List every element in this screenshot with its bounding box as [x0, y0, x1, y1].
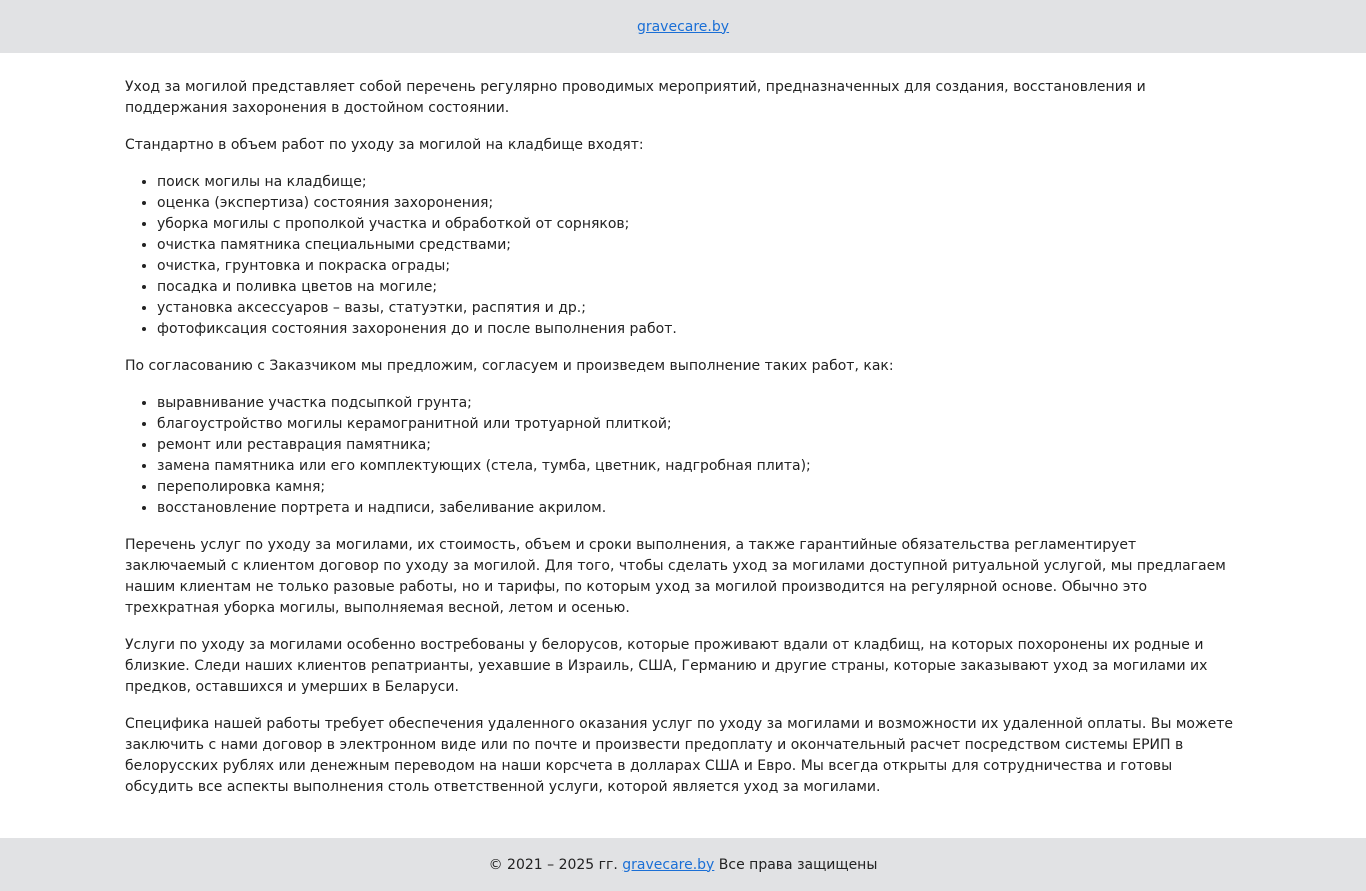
list-item: • оценка (экспертиза) состояния захоронения;	[157, 193, 1241, 214]
main-content	[125, 53, 1241, 814]
list-item: • восстановление портрета и надписи, забеливание акрилом.	[157, 498, 1241, 519]
list-item: • очистка памятника специальными средствами;	[157, 235, 1241, 256]
specifics-paragraph: Специфика нашей работы требует обеспечения удаленного оказания услуг по уходу за могилами и возможности их удаленной оплаты. Вы можете заключить с нами договор в электронном виде или по почте и произвести предоплату и окончательный расчет посредством системы ЕРИП в белорусских рублях или денежным переводом на наши корсчета в долларах США и Евро. Мы всегда открыты для сотрудничества и готовы обсудить все аспекты выполнения столь ответственной услуги, которой является уход за могилами.	[125, 716, 1233, 795]
header-site-link[interactable]: gravecare.by	[636, 18, 730, 35]
list-item: • посадка и поливка цветов на могиле;	[157, 277, 1241, 298]
list-item: • переполировка камня;	[157, 477, 1241, 498]
list-item: • поиск могилы на кладбище;	[157, 172, 1241, 193]
list-item: • выравнивание участка подсыпкой грунта;	[157, 393, 1241, 414]
agreement-works-intro: По согласованию с Заказчиком мы предложим, согласуем и произведем выполнение таких работ, как:	[125, 358, 894, 374]
footer-rights: Все права защищены	[714, 856, 878, 873]
standard-works-list	[125, 172, 1241, 340]
agreement-works-list	[125, 393, 1241, 519]
list-item: • замена памятника или его комплектующих (стела, тумба, цветник, надгробная плита);	[157, 456, 1241, 477]
demand-paragraph: Услуги по уходу за могилами особенно востребованы у белорусов, которые проживают вдали от кладбищ, на которых похоронены их родные и близкие. Следи наших клиентов репатрианты, уехавшие в Израиль, США, Германию и другие страны, которые заказывают уход за могилами их предков, оставшихся и умерших в Беларуси.	[125, 637, 1208, 695]
standard-works-intro: Стандартно в объем работ по уходу за могилой на кладбище входят:	[125, 137, 644, 153]
list-item: • уборка могилы с прополкой участка и обработкой от сорняков;	[157, 214, 1241, 235]
footer-site-link[interactable]: gravecare.by	[622, 856, 715, 873]
list-item: • ремонт или реставрация памятника;	[157, 435, 1241, 456]
intro-paragraph: Уход за могилой представляет собой перечень регулярно проводимых мероприятий, предназначенных для создания, восстановления и поддержания захоронения в достойном состоянии.	[125, 79, 1146, 116]
list-item: • благоустройство могилы керамогранитной или тротуарной плиткой;	[157, 414, 1241, 435]
site-header	[0, 0, 1366, 53]
footer-copyright: © 2021 – 2025 гг.	[488, 856, 623, 873]
list-item: • очистка, грунтовка и покраска ограды;	[157, 256, 1241, 277]
contract-paragraph: Перечень услуг по уходу за могилами, их стоимость, объем и сроки выполнения, а также гарантийные обязательства регламентирует заключаемый с клиентом договор по уходу за могилой. Для того, чтобы сделать уход за могилами доступной ритуальной услугой, мы предлагаем нашим клиентам не только разовые работы, но и тарифы, по которым уход за могилой производится на регулярной основе. Обычно это трехкратная уборка могилы, выполняемая весной, летом и осенью.	[125, 537, 1226, 616]
site-footer	[0, 838, 1366, 891]
list-item: • установка аксессуаров – вазы, статуэтки, распятия и др.;	[157, 298, 1241, 319]
list-item: • фотофиксация состояния захоронения до и после выполнения работ.	[157, 319, 1241, 340]
